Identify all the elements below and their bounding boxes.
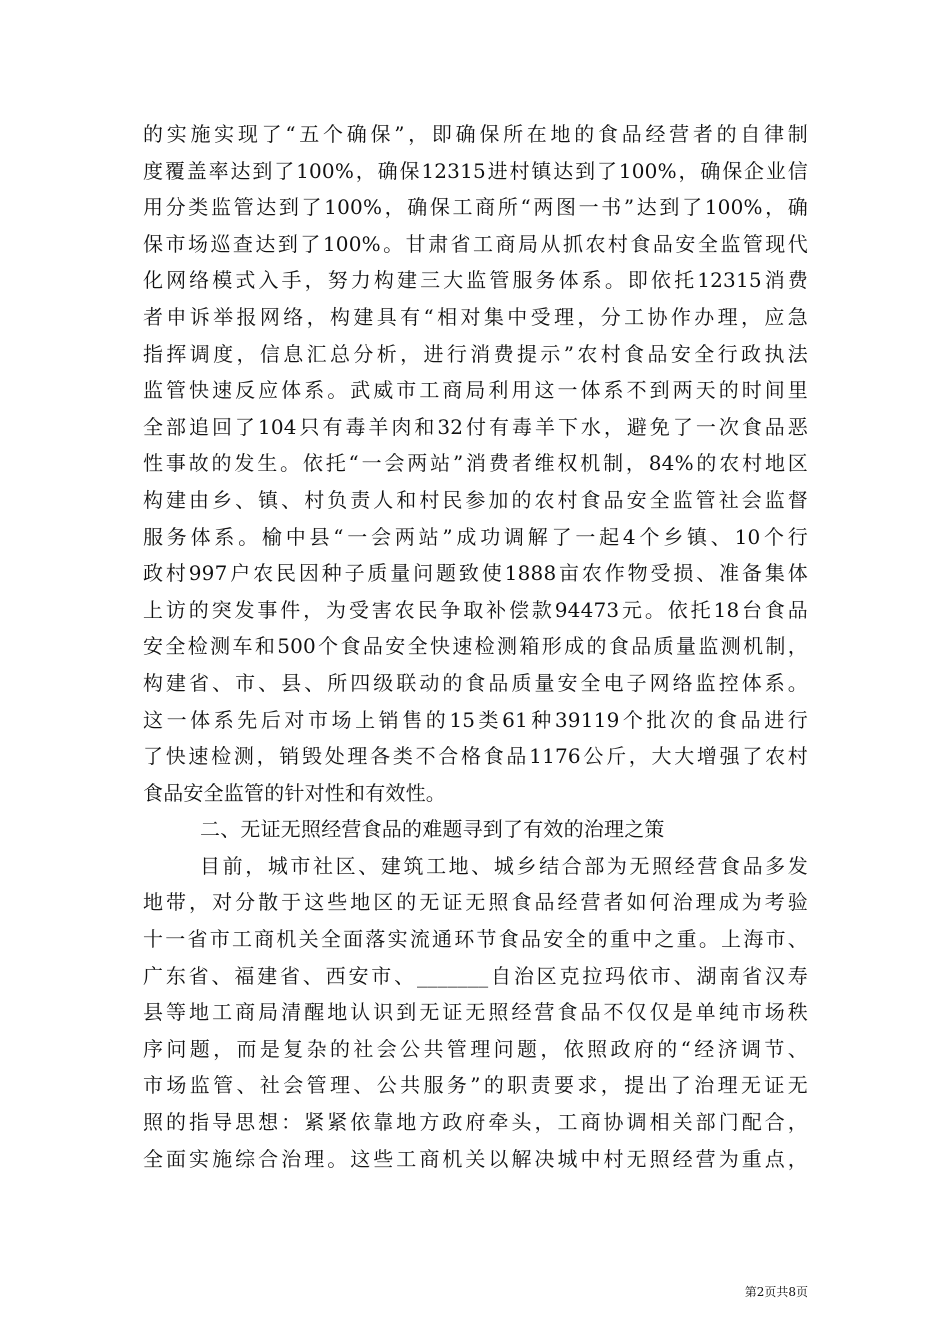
- text-line: 构建省、市、县、所四级联动的食品质量安全电子网络监控体系。: [143, 670, 808, 695]
- text-line: 这一体系先后对市场上销售的15类61种39119个批次的食品进行: [143, 707, 808, 732]
- text-line: 用分类监管达到了100%，确保工商所“两图一书”达到了100%，确: [143, 195, 808, 220]
- text-line: 十一省市工商机关全面落实流通环节食品安全的重中之重。上海市、: [143, 927, 808, 952]
- text-line: 指挥调度，信息汇总分析，进行消费提示”农村食品安全行政执法: [143, 341, 808, 366]
- text-line: 全部追回了104只有毒羊肉和32付有毒羊下水，避免了一次食品恶: [143, 414, 808, 439]
- text-line: 监管快速反应体系。武威市工商局利用这一体系不到两天的时间里: [143, 378, 808, 403]
- text-line: 保市场巡查达到了100%。甘肃省工商局从抓农村食品安全监管现代: [143, 231, 808, 256]
- text-line: 服务体系。榆中县“一会两站”成功调解了一起4个乡镇、10个行: [143, 524, 808, 549]
- text-line: 县等地工商局清醒地认识到无证无照经营食品不仅仅是单纯市场秩: [143, 1000, 808, 1025]
- text-line: 安全检测车和500个食品安全快速检测箱形成的食品质量监测机制，: [143, 634, 808, 659]
- section-heading: 二、无证无照经营食品的难题寻到了有效的治理之策: [200, 817, 665, 842]
- page-number: 第2页共8页: [744, 1285, 808, 1299]
- text-line: 构建由乡、镇、村负责人和村民参加的农村食品安全监管社会监督: [143, 487, 808, 512]
- text-line: 广东省、福建省、西安市、_______自治区克拉玛依市、湖南省汉寿: [143, 963, 808, 988]
- body-text: [143, 116, 808, 1177]
- text-line: 了快速检测，销毁处理各类不合格食品1176公斤，大大增强了农村: [143, 744, 808, 769]
- text-line: 性事故的发生。依托“一会两站”消费者维权机制，84%的农村地区: [143, 451, 808, 476]
- text-line: 地带，对分散于这些地区的无证无照食品经营者如何治理成为考验: [143, 890, 808, 915]
- text-line: 政村997户农民因种子质量问题致使1888亩农作物受损、准备集体: [143, 561, 808, 586]
- text-line: 照的指导思想：紧紧依靠地方政府牵头，工商协调相关部门配合，: [143, 1110, 808, 1135]
- text-line: 者申诉举报网络，构建具有“相对集中受理，分工协作办理，应急: [143, 304, 808, 329]
- text-line: 序问题，而是复杂的社会公共管理问题，依照政府的“经济调节、: [143, 1036, 808, 1061]
- text-line: 的实施实现了“五个确保”，即确保所在地的食品经营者的自律制: [143, 122, 808, 146]
- text-line: 食品安全监管的针对性和有效性。: [143, 780, 446, 805]
- text-line: 目前，城市社区、建筑工地、城乡结合部为无照经营食品多发: [200, 853, 808, 878]
- text-line: 度覆盖率达到了100%，确保12315进村镇达到了100%，确保企业信: [143, 158, 808, 183]
- text-line: 全面实施综合治理。这些工商机关以解决城中村无照经营为重点，: [143, 1146, 808, 1171]
- text-line: 上访的突发事件，为受害农民争取补偿款94473元。依托18台食品: [143, 597, 808, 622]
- text-line: 化网络模式入手，努力构建三大监管服务体系。即依托12315消费: [143, 268, 808, 293]
- text-line: 市场监管、社会管理、公共服务”的职责要求，提出了治理无证无: [143, 1073, 808, 1098]
